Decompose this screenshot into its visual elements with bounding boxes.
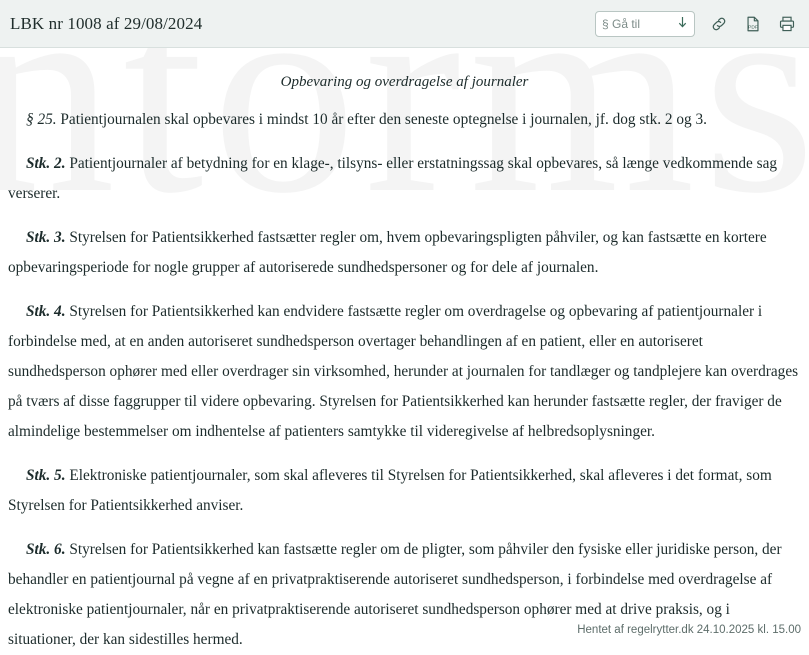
paragraph-lead: Stk. 4. xyxy=(26,303,66,320)
paragraph-text: Styrelsen for Patientsikkerhed kan endvidere fastsætte regler om overdragelse og opbevaring af patientjournaler i forbindelse med, at en anden autoriseret sundhedsperson overtager behandlingen af en patient, eller en autoriseret sundhedsperson ophører med eller overdrager sin virksomhed, herunder at journalen for tandlæger og tandplejere kan overdrages på tværs af disse faggrupper til videre opbevaring. Styrelsen for Patientsikkerhed kan herunder fastsætte regler, der fraviger de almindelige bestemmelser om indhentelse af patienters samtykke til videregivelse af helbredsoplysninger. xyxy=(8,303,799,440)
retrieval-stamp: Hentet af regelrytter.dk 24.10.2025 kl. 15.00 xyxy=(577,624,801,636)
paragraph xyxy=(8,105,801,135)
paragraph xyxy=(8,461,801,521)
paragraph-text: Elektroniske patientjournaler, som skal afleveres til Styrelsen for Patientsikkerhed, skal afleveres i det format, som Styrelsen for Patientsikkerhed anviser. xyxy=(8,467,772,514)
paragraph-lead: Stk. 2. xyxy=(26,155,66,172)
down-arrow-icon[interactable] xyxy=(677,16,688,31)
svg-text:PDF: PDF xyxy=(748,25,758,30)
goto-paragraph-input[interactable] xyxy=(595,11,695,37)
paragraph-lead: Stk. 3. xyxy=(26,229,66,246)
paragraph xyxy=(8,535,801,655)
paragraph-text: Styrelsen for Patientsikkerhed fastsætter regler om, hvem opbevaringspligten påhviler, og kan fastsætte en kortere opbevaringsperiode for nogle grupper af autoriserede sundhedspersoner og for dele af journalen. xyxy=(8,229,767,276)
pdf-icon[interactable] xyxy=(743,14,763,34)
paragraph-lead: Stk. 5. xyxy=(26,467,66,484)
goto-input-placeholder: § Gå til xyxy=(602,16,641,31)
print-icon[interactable] xyxy=(777,14,797,34)
paragraph-text: Patientjournaler af betydning for en klage-, tilsyns- eller erstatningssag skal opbevares, så længe vedkommende sag verserer. xyxy=(8,155,778,202)
header-actions xyxy=(595,11,797,37)
section-heading: Opbevaring og overdragelse af journaler xyxy=(280,74,529,90)
paragraph-text: Styrelsen for Patientsikkerhed kan fastsætte regler om de pligter, som påhviler den fysiske eller juridiske person, der behandler en patientjournal på vegne af en privatpraktiserende autoriseret sundhedsperson, i forbindelse med overdragelse af elektroniske patientjournaler, når en privatpraktiserende autoriseret sundhedsperson ophører med at drive praksis, og i situationer, der kan sidestilles hermed. xyxy=(8,541,782,648)
paragraph xyxy=(8,149,801,209)
page-title: LBK nr 1008 af 29/08/2024 xyxy=(10,13,203,33)
paragraph-text: Patientjournalen skal opbevares i mindst 10 år efter den seneste optegnelse i journalen, jf. dog stk. 2 og 3. xyxy=(56,111,707,128)
paragraph-lead: Stk. 6. xyxy=(26,541,66,558)
paragraph xyxy=(8,223,801,283)
page-header xyxy=(0,0,809,48)
link-icon[interactable] xyxy=(709,14,729,34)
paragraph-lead: § 25. xyxy=(26,111,57,128)
paragraph xyxy=(8,297,801,447)
document-body xyxy=(0,74,809,655)
